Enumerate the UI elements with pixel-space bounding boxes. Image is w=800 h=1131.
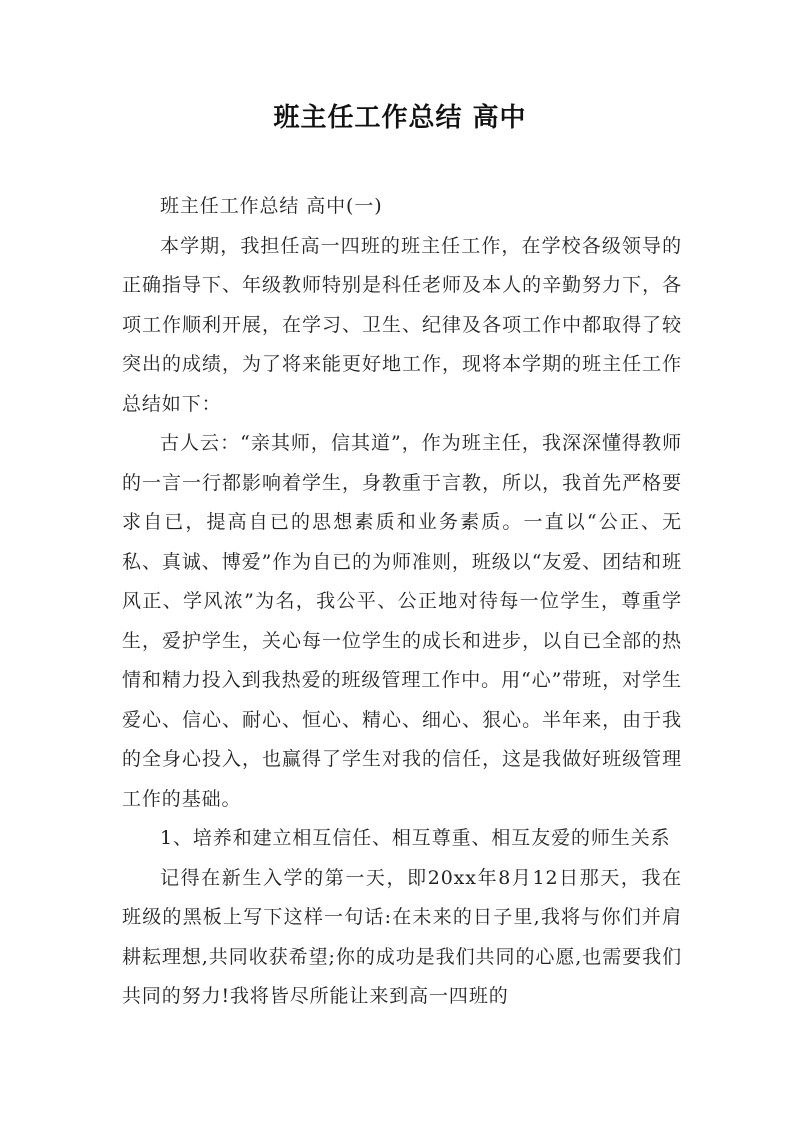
intro-paragraph: 本学期，我担任高一四班的班主任工作，在学校各级领导的正确指导下、年级教师特别是科任老师及本人的辛勤努力下，各项工作顺利开展，在学习、卫生、纪律及各项工作中都取得了较突出的成绩，为了将来能更好地工作，现将本学期的班主任工作总结如下：: [122, 234, 682, 415]
philosophy-paragraph: 古人云：“亲其师，信其道”，作为班主任，我深深懂得教师的一言一行都影响着学生，身教重于言教，所以，我首先严格要求自已，提高自已的思想素质和业务素质。一直以“公正、无私、真诚、博爱”作为自已的为师准则，班级以“友爱、团结和班风正、学风浓”为名，我公平、公正地对待每一位学生，尊重学生，爱护学生，关心每一位学生的成长和进步，以自已全部的热情和精力投入到我热爱的班级管理工作中。用“心”带班，对学生爱心、信心、耐心、恒心、精心、细心、狠心。半年来，由于我的全身心投入，也赢得了学生对我的信任，这是我做好班级管理工作的基础。: [122, 432, 682, 810]
first-day-paragraph: 记得在新生入学的第一天，即20xx年8月12日那天，我在班级的黑板上写下这样一句话:在未来的日子里,我将与你们并肩耕耘理想,共同收获希望;你的成功是我们共同的心愿,也需要我们共同的努力!我将皆尽所能让来到高一四班的: [122, 866, 682, 1007]
document-title: 班主任工作总结 高中: [273, 103, 527, 133]
document-body: [122, 187, 682, 1017]
section-heading: 班主任工作总结 高中(一): [160, 195, 383, 217]
subsection-heading-1: 1、培养和建立相互信任、相互尊重、相互友爱的师生关系: [160, 827, 671, 849]
